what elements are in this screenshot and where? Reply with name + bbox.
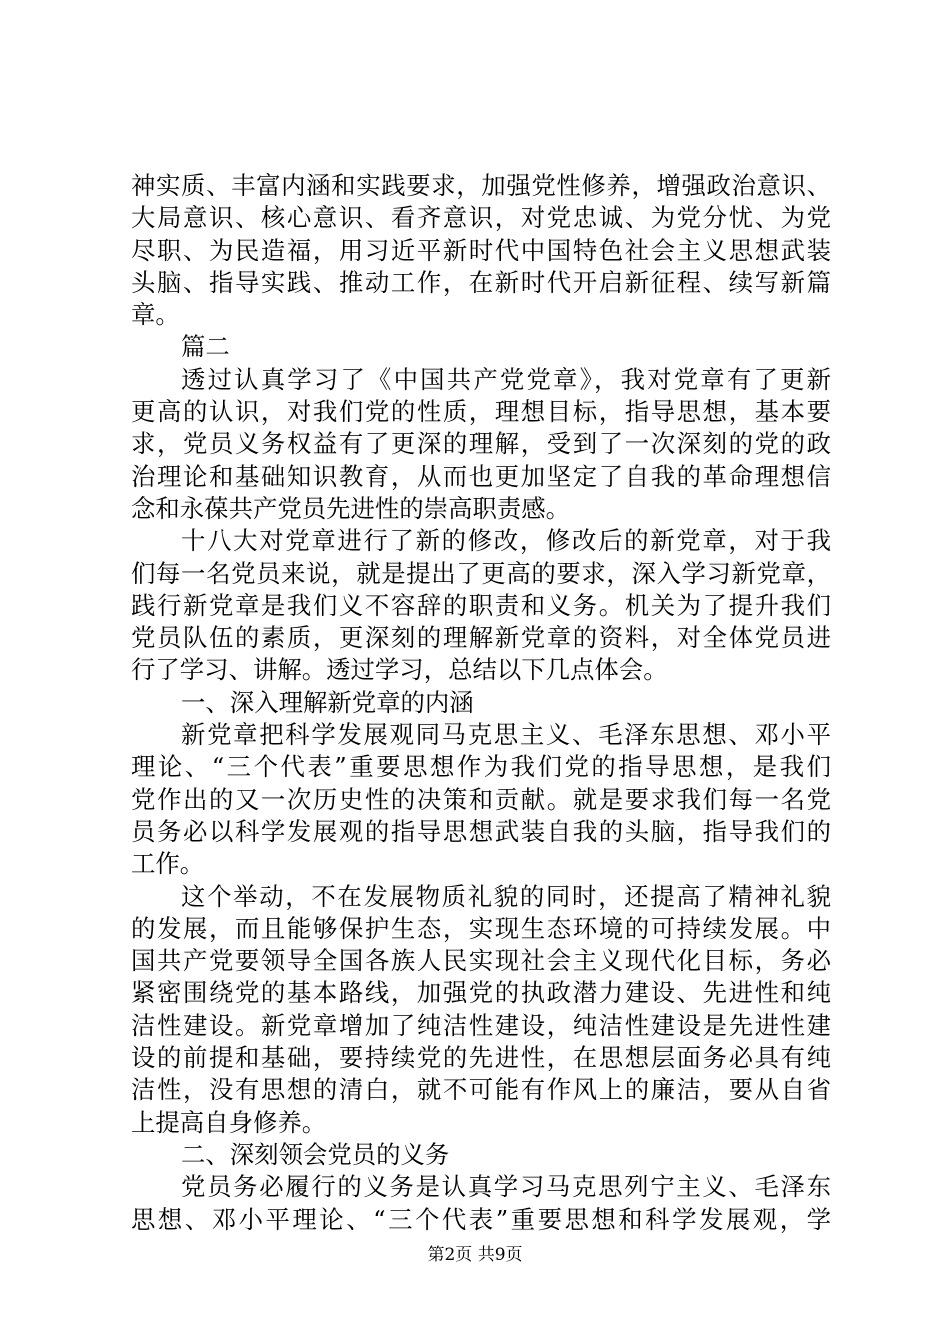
text-line: 念和永葆共产党员先进性的崇高职责感。 [131, 493, 571, 523]
text-line: 党员队伍的素质，更深刻的理解新党章的资料，对全体党员进 [131, 623, 831, 653]
text-line: 这个举动，不在发展物质礼貌的同时，还提高了精神礼貌 [181, 881, 831, 911]
text-line: 新党章把科学发展观同马克思主义、毛泽东思想、邓小平 [181, 720, 831, 750]
text-line: 神实质、丰富内涵和实践要求，加强党性修养，增强政治意识、 [131, 171, 831, 200]
document-body [131, 170, 831, 1236]
text-line: 紧密围绕党的基本路线，加强党的执政潜力建设、先进性和纯 [131, 978, 831, 1008]
text-line: 章。 [131, 300, 180, 330]
page-footer: 第2页 共9页 [427, 1245, 523, 1265]
text-line: 洁性，没有思想的清白，就不可能有作风上的廉洁，要从自省 [131, 1075, 831, 1105]
text-line: 理论、“三个代表”重要思想作为我们党的指导思想，是我们 [131, 752, 831, 782]
text-line: 求，党员义务权益有了更深的理解，受到了一次深刻的党的政 [131, 429, 831, 459]
text-line: 二、深刻领会党员的义务 [181, 1139, 450, 1169]
text-line: 透过认真学习了《中国共产党党章》，我对党章有了更新 [181, 364, 831, 394]
text-line: 们每一名党员来说，就是提出了更高的要求，深入学习新党章， [131, 558, 831, 588]
text-line: 大局意识、核心意识、看齐意识，对党忠诚、为党分忧、为党 [131, 203, 831, 233]
text-line: 党作出的又一次历史性的决策和贡献。就是要求我们每一名党 [131, 784, 831, 814]
text-line: 工作。 [131, 849, 205, 879]
text-line: 头脑、指导实践、推动工作，在新时代开启新征程、续写新篇 [131, 267, 831, 297]
text-line: 更高的认识，对我们党的性质，理想目标，指导思想，基本要 [131, 397, 831, 427]
text-line: 一、深入理解新党章的内涵 [181, 687, 474, 717]
text-line: 践行新党章是我们义不容辞的职责和义务。机关为了提升我们 [131, 590, 831, 620]
text-line: 思想、邓小平理论、“三个代表”重要思想和科学发展观，学 [131, 1204, 831, 1234]
text-line: 上提高自身修养。 [131, 1107, 327, 1137]
text-line: 国共产党要领导全国各族人民实现社会主义现代化目标，务必 [131, 946, 831, 976]
text-line: 尽职、为民造福，用习近平新时代中国特色社会主义思想武装 [131, 235, 831, 265]
text-line: 篇二 [181, 332, 230, 362]
text-line: 治理论和基础知识教育，从而也更加坚定了自我的革命理想信 [131, 461, 831, 491]
text-line: 行了学习、讲解。透过学习，总结以下几点体会。 [131, 655, 668, 685]
text-line: 员务必以科学发展观的指导思想武装自我的头脑，指导我们的 [131, 816, 831, 846]
text-line: 党员务必履行的义务是认真学习马克思列宁主义、毛泽东 [181, 1172, 831, 1202]
text-line: 洁性建设。新党章增加了纯洁性建设，纯洁性建设是先进性建 [131, 1010, 831, 1040]
text-line: 的发展，而且能够保护生态，实现生态环境的可持续发展。中 [131, 913, 831, 943]
text-line: 十八大对党章进行了新的修改，修改后的新党章，对于我 [181, 526, 831, 556]
text-line: 设的前提和基础，要持续党的先进性，在思想层面务必具有纯 [131, 1043, 831, 1073]
